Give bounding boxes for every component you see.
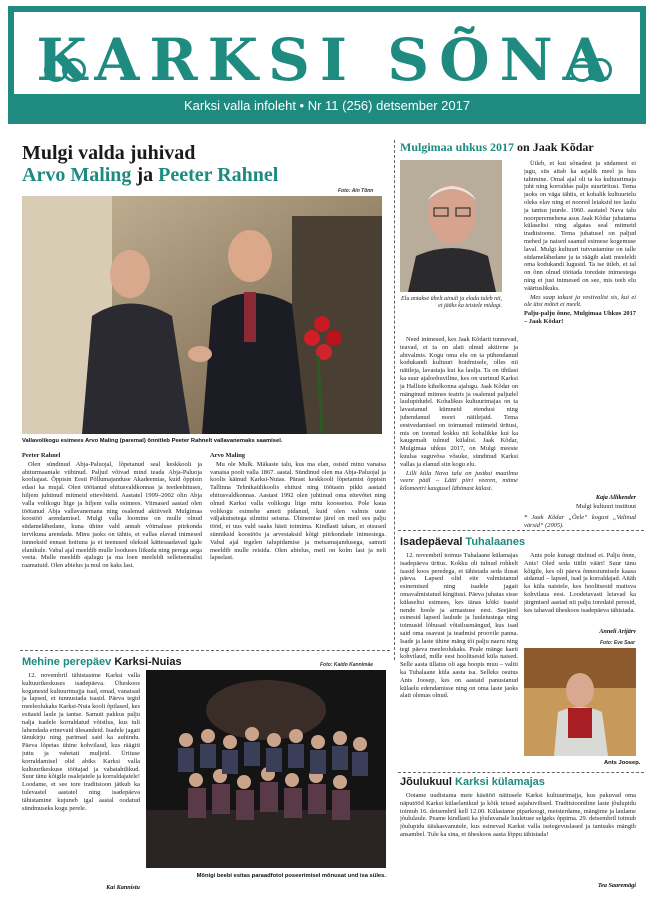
isadepaev-title-green: Tuhalaanes xyxy=(462,536,526,548)
main-photo-credit: Foto: Ain Tõnn xyxy=(338,188,374,194)
section-divider-jouluk xyxy=(398,772,644,773)
group-photo-illustration xyxy=(146,670,386,868)
ants-photo-caption: Ants Joosep. xyxy=(604,760,641,766)
col1-text: Olen sündinud Abja-Paluojal, lõpetanud seal keskkooli ja abiturmaaniale viibinud. Paljud võivad mind teada Abja-Paluoja kooliajast. Õppisin Eesti Põllumajanduse Akadeemias, kuid õppisin edasi ka mujal. Olen töötanud ehitusvaldkonnas ja teedeehituses, hiljem juhtinud mitmeid ettevõtteid. Aastatel 1999–2002 olin Abja valla volikogu liige ja hiljem valla esimees. Viimased aastad olen töötanud Abja vallavanemana ning osalenud aktiivselt Mulgimaa koostöö arendamisel. Mulgi valla loomine on mulle olnud südamelähedane, kuna ühine vald annab võimaluse piirkonda tervikuna arendada. Minu jaoks on tähtis, et vallas elavad inimesed tunneksid ennast hoituna ja et teenused oleksid kättesaadavad igale elanikule. Vabal ajal meeldib mulle looduses liikuda ning perega aega veeta. Mulle meeldib ajalugu ja ma loen meeleldi selleteemalisi raamatuid. Olen abielus ja mul on kaks last. xyxy=(22,460,202,570)
mulgimaa-signature-role: Mulgi kultuuri instituut xyxy=(575,503,636,510)
jouluk-title xyxy=(400,776,545,788)
column-divider xyxy=(394,140,395,660)
main-article-col1 xyxy=(22,452,202,642)
mulgimaa-right-text: Ütleb, et kui sõnadest ja südamest ei jagu, siis aitab ka asjalik meel ja hea tahtmine. Omal ajal oli ta ka kultuurimaja juht ning korraldas palju suurüritusi. Tema jaoks on väga tähtis, et kohalik kultuurielu oleks elav ning et noored leiaksid tee laulu ja tantsu juurde. 1960. aastatel Nava talu noorperemehena asus Jaak Kõdar juhatama külaseltsi ning algatas seal mitmeid traditsioone. Tema juhatusel on paljud mehed ja naised saanud esimese kogemuse laval. Mulgi kultuuri tutvustamine on talle südamelähedane ja ta räägib alati meeleldi oma kodukandi lugusid. Ta ise ütleb, et tal on õnn olnud töötada toredate inimestega ning et just inimesed on see, mis teeb elu väärtuslikuks. xyxy=(524,160,636,292)
mehine-signature: Kai Kannistu xyxy=(106,884,140,891)
isadepaev-col-right xyxy=(524,552,636,626)
headline-name1: Arvo Maling xyxy=(22,164,132,186)
isadepaev-col-left xyxy=(400,552,518,758)
family-stage-photo xyxy=(146,670,386,868)
mehine-text-block xyxy=(22,672,140,884)
mulgimaa-right-note: Palju-palju õnne, Mulgimaa Uhkus 2017 – Jaak Kõdar! xyxy=(524,310,636,325)
mulgimaa-signature: Kaja Allikender xyxy=(595,494,636,501)
col1-heading: Peeter Rahnel xyxy=(22,452,61,459)
mulgimaa-left-quote: Lilli küla Nava talu on justkui maailma veere pääl – Lätti piiri veeren, mitme kilomeetri kaugusel lähimast külast. xyxy=(400,469,518,493)
main-article-col2 xyxy=(210,452,386,642)
headline-name2: Peeter Rahnel xyxy=(158,164,279,186)
main-photo xyxy=(22,196,382,434)
mehine-text: 12. novembril tähistasime Karksi valla kultuurikeskuses isadepäeva. Üheskoos kogunesid kultuurimajja isad, emad, vanaisad ja lapsed, et tunnustada isasid. Päeva tegid meeleolukaks Karksi-Nuia kooli õpilased, kes esitasid laule ja tantse. Samuti pakkus palju nalja isadele korraldatud võistlus, kus tuli lahendada erinevaid ülesandeid. Isadele jagati tänukirju ning parimad said ka auhindu. Päeva lõpetas ühine kohvilaud, kus räägiti juttu ja vahetati muljeid. Ürituse korraldamisel olid abiks Karksi valla kultuurikeskuse töötajad ja vabatahtlikud. Suur tänu kõigile osalejatele ja korraldajatele! Loodame, et see tore traditsioon jätkub ka tulevastel aastatel ning isadepäeva tähistamine kujuneb igal aastal oodatud sündmuseks kogu perele. xyxy=(22,672,140,812)
main-photo-caption: Vallavolikogu esimees Arvo Maling (paremal) õnnitleb Peeter Rahnelt vallavanemaks saamisel. xyxy=(22,438,283,444)
isadepaev-title-dark: Isadepäeval xyxy=(400,536,463,548)
issue-info-bar xyxy=(14,94,640,118)
main-headline-line1: Mulgi valda juhivad xyxy=(22,142,196,164)
jouluk-title-green: Karksi külamajas xyxy=(451,776,545,788)
col2-text: Mu ole Mulk. Mäkaste talu, kus ma elan, ostsid minu vanaisa vanaisa poolt valla 1867. aastal. Sündinud olen ma Abja-Paluojal ja koolis käinud Karksi-Nuias. Pärast keskkooli lõpetamist õppisin Tallinna Tehnikaülikoolis ehitust ning töötasin pikki aastaid ehitusvaldkonnas. Aastast 1992 olen juhtinud oma ettevõtet ning olnud Karksi valla volikogu liige mitu koosseisu. Pole kaua volikogu esimehe ameti pidanud, kuid olen valmis uute väljakutsetega silmitsi seisma. Ühinemise järel on meil ees palju tööd, et uus vald saaks hästi toimima. Kindlasti tahan, et otsused sünniksid koostöös ja arvestaksid kõigi piirkondade inimestega. Vabal ajal tegelen talupidamise ja metsamajandusega, samuti meeldib mulle reisida. Olen abielus, meil on kolm last ja neli lapselast. xyxy=(210,460,386,562)
isadepaev-title xyxy=(400,536,525,548)
mulgimaa-footnote: * Jaak Kõdar „Õele“ kogust „Valinud värsid“ (2005). xyxy=(524,514,636,529)
isadepaev-signature: Anneli Arijärv xyxy=(599,628,636,635)
mulgimaa-left-text: Need inimesed, kes Jaak Kõdarit tunnevad, teavad, et ta on alati olnud aktiivne ja abivalmis. Kogu oma elu on ta pühendanud kodukandi kultuuri hoidmisele, olles nii näitleja, lavastaja kui ka laulja. Ta on ühtlasi ka suur ajaloohuviline, kes on uurinud Karksi ja Halliste kihelkonna ajalugu. Jaak Kõdar on mänginud mitmes teatris ja osalenud paljudel laulupidudel. Kohalikus kultuurimajas on ta lavastanud kümneid etendusi ning juhendanud noori näitlejaid. Tema eestvedamisel on toimunud mitmeid üritusi, mis on toonud kokku nii kohalikke kui ka kaugemalt tulnud külalisi. Jaak Kõdar, Mulgimaa uhkus 2017, on Mulgi meeste kuulsa suguvõsa võsuke, sündinud Karksi vallas ja elanud siin kogu elu. xyxy=(400,336,518,468)
portrait-illustration xyxy=(400,160,502,292)
family-photo-caption: Mõnigi beebi esitas paraadfotol poseerimisel mõnusat und isa süles. xyxy=(196,873,386,879)
mehine-title-dark: Karksi-Nuias xyxy=(111,656,182,668)
jouluk-text-block xyxy=(400,792,636,882)
headline-connector: ja xyxy=(131,164,159,186)
mulgimaa-col-left xyxy=(400,336,518,524)
ants-photo-credit: Foto: Eve Saar xyxy=(600,640,636,646)
jaak-photo-caption: Elu antakse ühelt ainult ja elada tuleb nii, et jääks ka teistele midagi. xyxy=(401,296,502,310)
jouluk-signature: Tea Saaremägi xyxy=(597,882,636,889)
mehine-photo-credit: Foto: Kaido Kannimäe xyxy=(320,662,374,668)
isadepaev-text-right: Ants pole kunagi ütelnud ei. Palju õnne, Ants! Oled seda tiitlit väärt! Suur tänu kõigile, kes oli päeva õnnestumisele kaasa aidanud – lapsed, isad ja korraldajad. Aitäh ka küla naistele, kes hoolitsesid maitsva kohvilaua eest. Loodetavasti leiavad ka järgmised aastad nii palju toredaid peresid, kes tahavad üheskoos isadepäeva tähistada. xyxy=(524,552,636,614)
ants-portrait-illustration xyxy=(524,648,636,756)
issue-info: Karksi valla infoleht • Nr 11 (256) detsember 2017 xyxy=(183,98,471,113)
ants-joosep-photo xyxy=(524,648,636,756)
mulgimaa-title xyxy=(400,140,594,155)
jouluk-title-dark: Jõulukuul xyxy=(400,776,452,788)
main-headline-line2 xyxy=(22,164,278,187)
section-divider-mehine xyxy=(20,650,390,651)
ornament-right-icon xyxy=(570,56,610,82)
mehine-title xyxy=(22,656,182,668)
section-divider-isadepaev xyxy=(398,530,644,531)
newspaper-title: KARKSI SÕNA xyxy=(36,26,618,94)
isadepaev-text-left: 12. novembril toimus Tuhalaane külamajas isadepäeva üritus. Kokku oli tulnud rohkelt isasid koos peredega, et tähistada seda ilusat päeva. Lapsed olid ette valmistanud esinemised ning isadele jagati omavalmistatud kingitusi. Päeva juhatas sisse külaseltsi esimees, kes tänas kõiki isasid nende hoole ja armastuse eest. Seejärel esinesid lapsed laulude ja luuletustega ning toimusid lõbusad võistlusmängud, kus isad said oma osavust ja teadmisi proovile panna. Isade ja laste ühine mäng tõi palju naeru ning tegi päeva meeleolukaks. Peale mänge kaeti kohvilaud, mille eest hoolitsesid küla naised. Selle aasta üllatus oli aga hoopis muu – valiti ka Tuhalaane küla aasta isa. Selleks osutus Ants Joosep, kes on aastaid panustanud külaelu edendamisse ning on oma laste jaoks alati olemas olnud. xyxy=(400,552,518,700)
mulgimaa-title-green: Mulgimaa uhkus 2017 xyxy=(400,140,515,154)
mulgimaa-col-right xyxy=(524,160,636,490)
mehine-title-green: Mehine perepäev xyxy=(22,656,112,668)
col2-heading: Arvo Maling xyxy=(210,452,245,459)
masthead xyxy=(8,6,646,124)
jaak-kodar-photo xyxy=(400,160,502,292)
handshake-photo-illustration xyxy=(22,196,382,434)
mulgimaa-title-dark: on Jaak Kõdar xyxy=(514,140,594,154)
mulgimaa-right-quote: Mes saap takust ja vestivalist sis, kui ei ole ütsi mõtet ei meelt. xyxy=(524,293,636,309)
jouluk-text: Ootame uudistama meie käsitöö näitusele Karksi kultuurimajja, kus pakuvad oma näputööd Karksi külaelanikud ja kõik teised asjahuvilised. Traditsiooniline laste jõulupidu toimub 16. detsembril kell 12.00. Külastame piparkoogi, meisterdame, mängime ja laulame jõululaule. Peame kindlasti ka jõuluvanale luuletuse selgeks õppima. 29. detsembril toimub jõulupidu täiskasvanutele, kus esinevad Karksi valla isetegevuslased ja tantsuks mängib ansambel. Tule ka sina, et üheskoos aasta lõppu tähistada! xyxy=(400,792,636,838)
